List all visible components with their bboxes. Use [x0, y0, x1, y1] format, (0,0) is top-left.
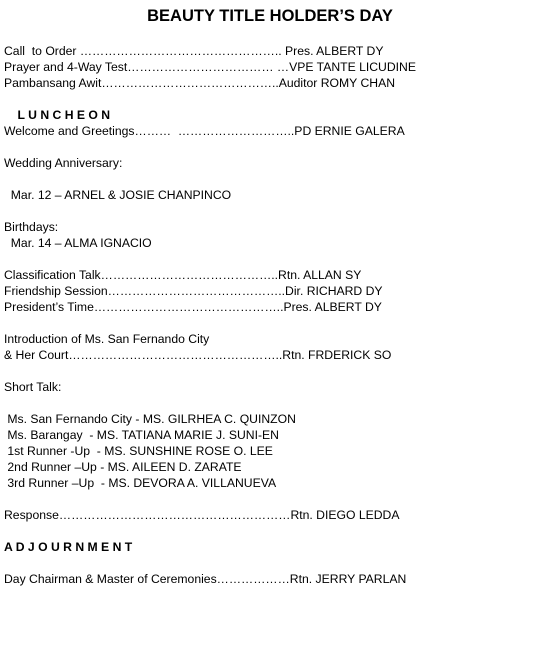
court-list-item: 3rd Runner –Up - MS. DEVORA A. VILLANUEVA	[4, 476, 277, 490]
wedding-heading: Wedding Anniversary:	[4, 156, 123, 170]
prayer-line: Prayer and 4-Way Test……………………………… …VPE TANTE LICUDINE	[4, 60, 416, 74]
court-list-item: 2nd Runner –Up - MS. AILEEN D. ZARATE	[4, 460, 242, 474]
introduction-line: Introduction of Ms. San Fernando City	[4, 332, 210, 346]
wedding-item: Mar. 12 – ARNEL & JOSIE CHANPINCO	[4, 188, 232, 202]
welcome-line: Welcome and Greetings……… ………………………..PD ERNIE GALERA	[4, 124, 405, 138]
short-talk-heading: Short Talk:	[4, 380, 62, 394]
presidents-time-line: President’s Time………………………………………..Pres. ALBERT DY	[4, 300, 382, 314]
friendship-line: Friendship Session……………………………………..Dir. RICHARD DY	[4, 284, 383, 298]
adjournment-heading: A D J O U R N M E N T	[4, 540, 133, 554]
birthdays-item: Mar. 14 – ALMA IGNACIO	[4, 236, 152, 250]
luncheon-heading: L U N C H E O N	[4, 108, 111, 122]
court-list-item: 1st Runner -Up - MS. SUNSHINE ROSE O. LEE	[4, 444, 273, 458]
pambansang-awit-line: Pambansang Awit……………………………………..Auditor ROMY CHAN	[4, 76, 395, 90]
response-line: Response…………………………………………………Rtn. DIEGO LEDDA	[4, 508, 400, 522]
day-chairman-line: Day Chairman & Master of Ceremonies………………Rtn. JERRY PARLAN	[4, 572, 407, 586]
call-to-order-line: Call to Order ………………………………………….. Pres. ALBERT DY	[4, 44, 384, 58]
classification-line: Classification Talk……………………………………..Rtn. ALLAN SY	[4, 268, 362, 282]
birthdays-heading: Birthdays:	[4, 220, 59, 234]
court-list-item: Ms. Barangay - MS. TATIANA MARIE J. SUNI-EN	[4, 428, 279, 442]
court-list-item: Ms. San Fernando City - MS. GILRHEA C. QUINZON	[4, 412, 296, 426]
introduction-court-line: & Her Court……………………………………………..Rtn. FRDERICK SO	[4, 348, 392, 362]
page-title: BEAUTY TITLE HOLDER’S DAY	[147, 7, 393, 25]
